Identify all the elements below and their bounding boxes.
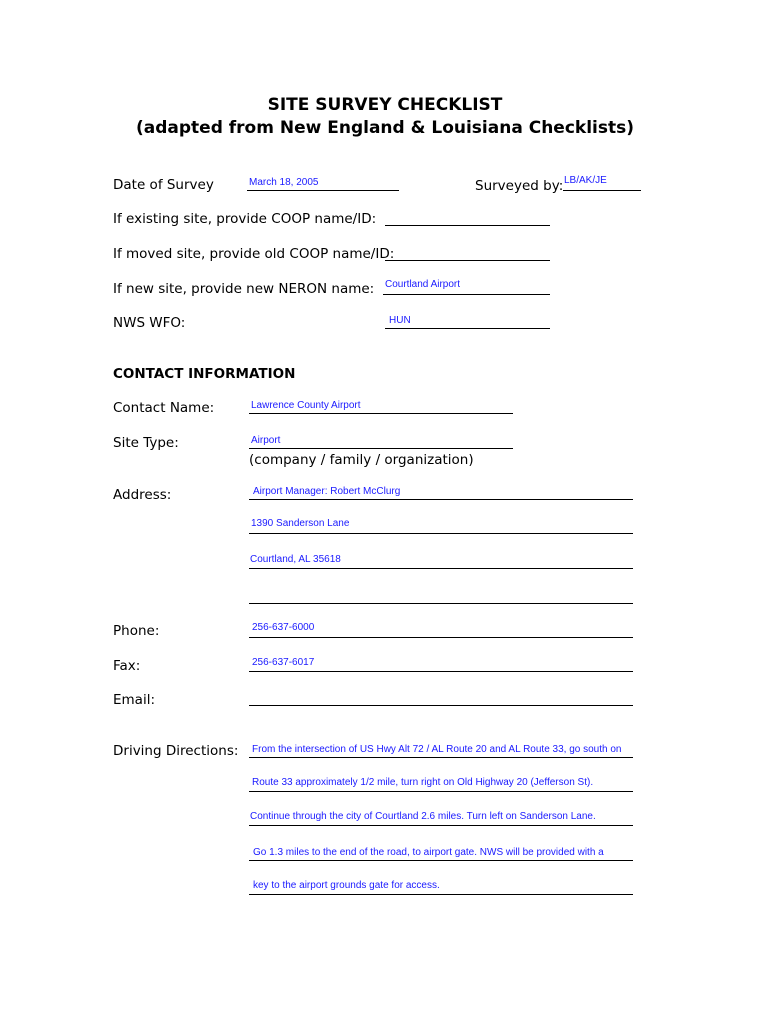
address-line-2: 1390 Sanderson Lane <box>251 518 350 529</box>
directions-field-4[interactable] <box>249 860 633 861</box>
address-field-1[interactable] <box>249 499 633 500</box>
nws-wfo-field[interactable] <box>385 328 550 329</box>
surveyed-by-label: Surveyed by: <box>475 178 564 194</box>
directions-field-2[interactable] <box>249 791 633 792</box>
contact-name-value: Lawrence County Airport <box>251 400 361 411</box>
site-type-label: Site Type: <box>113 435 179 451</box>
directions-field-3[interactable] <box>249 825 633 826</box>
address-field-2[interactable] <box>249 533 633 534</box>
directions-line-5: key to the airport grounds gate for access. <box>253 880 440 891</box>
existing-site-field[interactable] <box>385 225 550 226</box>
moved-site-field[interactable] <box>385 260 550 261</box>
new-site-label: If new site, provide new NERON name: <box>113 281 375 297</box>
new-site-value: Courtland Airport <box>385 279 461 290</box>
address-line-3: Courtland, AL 35618 <box>250 554 341 565</box>
nws-wfo-value: HUN <box>389 315 411 326</box>
fax-value: 256-637-6017 <box>252 657 315 668</box>
site-type-field[interactable] <box>249 448 513 449</box>
contact-name-label: Contact Name: <box>113 400 215 416</box>
date-of-survey-value: March 18, 2005 <box>249 177 319 188</box>
fax-label: Fax: <box>113 658 141 674</box>
driving-directions-label: Driving Directions: <box>113 743 239 759</box>
page-title: SITE SURVEY CHECKLIST <box>267 95 503 115</box>
email-field[interactable] <box>249 705 633 706</box>
date-of-survey-field[interactable] <box>247 190 399 191</box>
site-type-value: Airport <box>251 435 281 446</box>
directions-field-1[interactable] <box>249 757 633 758</box>
fax-field[interactable] <box>249 671 633 672</box>
directions-field-5[interactable] <box>249 894 633 895</box>
page-subtitle: (adapted from New England & Louisiana Checklists) <box>135 118 634 138</box>
directions-line-1: From the intersection of US Hwy Alt 72 / AL Route 20 and AL Route 33, go south on <box>252 744 622 755</box>
address-label: Address: <box>113 487 172 503</box>
moved-site-label: If moved site, provide old COOP name/ID: <box>113 246 395 262</box>
existing-site-label: If existing site, provide COOP name/ID: <box>113 211 377 227</box>
new-site-field[interactable] <box>383 294 550 295</box>
email-label: Email: <box>113 692 156 708</box>
phone-field[interactable] <box>249 637 633 638</box>
directions-line-2: Route 33 approximately 1/2 mile, turn right on Old Highway 20 (Jefferson St). <box>252 777 594 788</box>
address-field-3[interactable] <box>249 568 633 569</box>
nws-wfo-label: NWS WFO: <box>113 315 186 331</box>
phone-value: 256-637-6000 <box>252 622 315 633</box>
surveyed-by-field[interactable] <box>563 190 641 191</box>
site-type-note: (company / family / organization) <box>249 452 474 468</box>
address-field-4[interactable] <box>249 603 633 604</box>
contact-name-field[interactable] <box>249 413 513 414</box>
directions-line-4: Go 1.3 miles to the end of the road, to airport gate. NWS will be provided with a <box>253 847 604 858</box>
contact-information-heading: CONTACT INFORMATION <box>113 366 296 382</box>
address-line-1: Airport Manager: Robert McClurg <box>253 486 401 497</box>
directions-line-3: Continue through the city of Courtland 2.6 miles. Turn left on Sanderson Lane. <box>250 811 596 822</box>
surveyed-by-value: LB/AK/JE <box>564 175 607 186</box>
phone-label: Phone: <box>113 623 160 639</box>
date-of-survey-label: Date of Survey <box>113 177 214 193</box>
